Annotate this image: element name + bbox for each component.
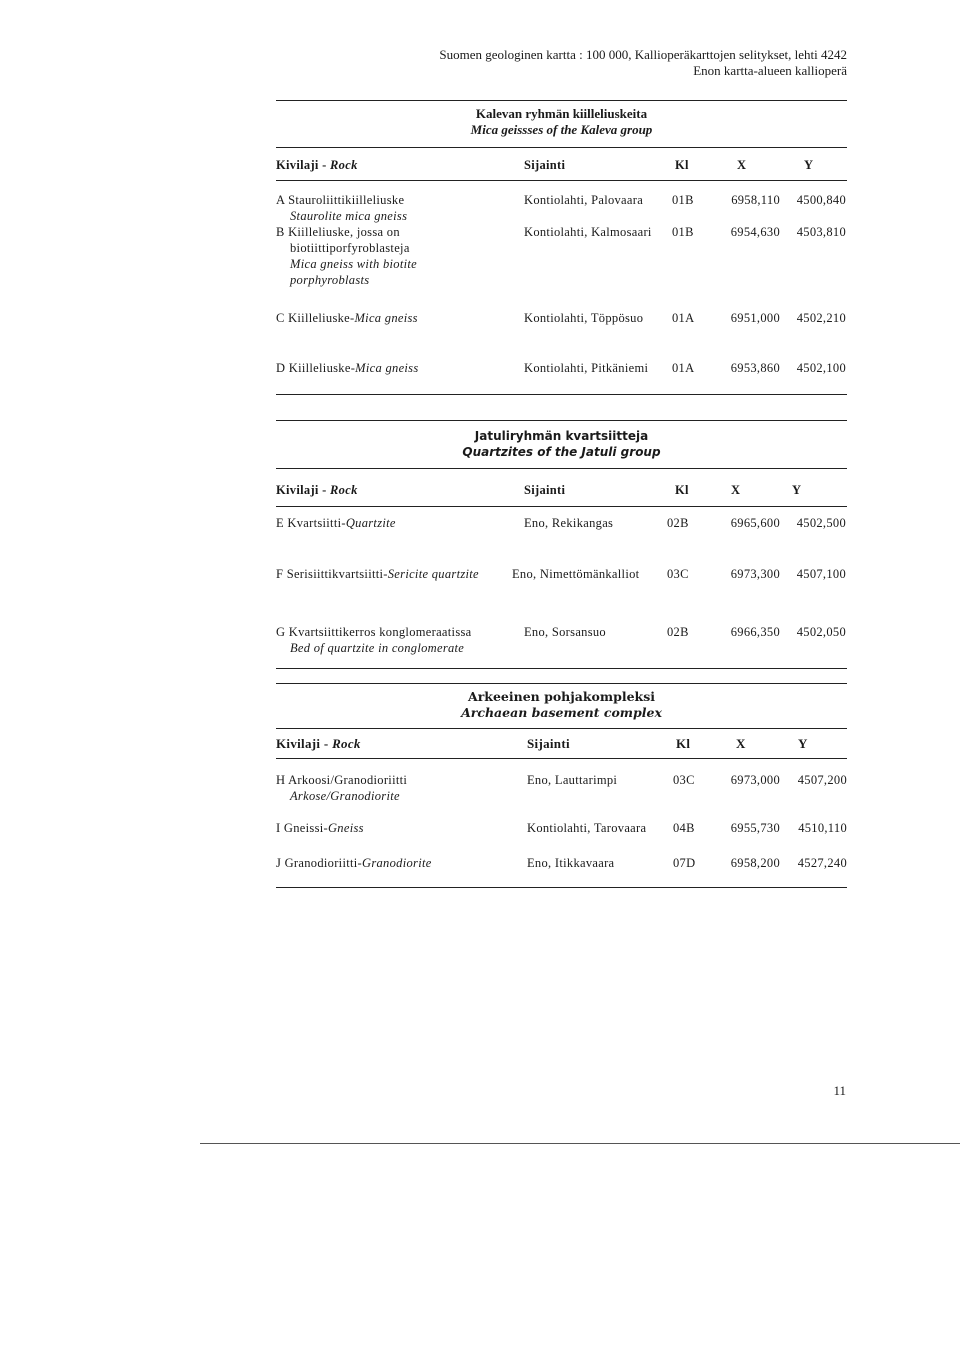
column-rock-header: Kivilaji - Rock <box>276 158 358 172</box>
row-rock: G Kvartsiittikerros konglomeraatissa <box>276 625 472 639</box>
section-1-top-rule <box>276 100 847 101</box>
row-rock-en: Mica gneiss with biotite <box>290 257 417 271</box>
row-location: Eno, Itikkavaara <box>527 856 615 870</box>
row-x: 6965,600 <box>730 516 780 530</box>
section-2-title-en: Quartzites of the Jatuli group <box>462 445 661 459</box>
row-y: 4527,240 <box>797 856 847 870</box>
column-rock-header: Kivilaji - Rock <box>276 483 358 497</box>
row-x: 6954,630 <box>730 225 780 239</box>
row-y: 4507,100 <box>796 567 846 581</box>
row-location: Eno, Sorsansuo <box>524 625 606 639</box>
column-location-header: Sijainti <box>524 483 566 497</box>
section-1-bottom-rule <box>276 394 847 395</box>
section-3-title-fi: Arkeeinen pohjakompleksi <box>468 689 655 704</box>
row-kl: 02B <box>667 516 689 530</box>
row-location: Kontiolahti, Pitkäniemi <box>524 361 649 375</box>
row-rock: J Granodioriitti-Granodiorite <box>276 856 432 870</box>
column-location-header: Sijainti <box>524 158 566 172</box>
section-2-title-fi: Jatuliryhmän kvartsiitteja <box>474 429 649 443</box>
row-rock-line-2: biotiittiporfyroblasteja <box>290 241 410 255</box>
column-kl-header: Kl <box>675 483 689 497</box>
row-location: Eno, Nimettömänkalliot <box>512 567 640 581</box>
column-y-header: Y <box>804 158 814 172</box>
row-x: 6955,730 <box>730 821 780 835</box>
section-3-header-rule <box>276 728 847 729</box>
row-location: Kontiolahti, Töppösuo <box>524 311 644 325</box>
column-kl-header: Kl <box>676 736 691 751</box>
row-kl: 03C <box>673 773 695 787</box>
row-rock: I Gneissi-Gneiss <box>276 821 364 835</box>
column-y-header: Y <box>792 483 802 497</box>
section-3-title <box>276 689 847 721</box>
row-rock-en: Bed of quartzite in conglomerate <box>290 641 465 655</box>
header-line-1: Suomen geologinen kartta : 100 000, Kallioperäkarttojen selitykset, lehti 4242 <box>439 47 847 62</box>
row-y: 4510,110 <box>798 821 847 835</box>
section-2-header-rule <box>276 468 847 469</box>
row-kl: 02B <box>667 625 689 639</box>
row-location: Eno, Lauttarimpi <box>527 773 618 787</box>
section-2-top-rule <box>276 420 847 421</box>
section-1-title-en: Mica geissses of the Kaleva group <box>470 122 653 137</box>
row-rock: H Arkoosi/Granodioriitti <box>276 773 408 787</box>
row-rock: D Kiilleliuske-Mica gneiss <box>276 361 419 375</box>
column-x-header: X <box>737 158 747 172</box>
section-3-title-en: Archaean basement complex <box>461 705 662 720</box>
row-y: 4500,840 <box>796 193 846 207</box>
page-number: 11 <box>833 1083 846 1098</box>
row-y: 4502,050 <box>796 625 846 639</box>
row-kl: 04B <box>673 821 695 835</box>
row-x: 6973,300 <box>730 567 780 581</box>
row-kl: 01B <box>672 193 694 207</box>
row-y: 4507,200 <box>797 773 847 787</box>
row-rock-en: Staurolite mica gneiss <box>290 209 408 223</box>
row-rock: C Kiilleliuske-Mica gneiss <box>276 311 418 325</box>
section-3-bottom-rule <box>276 887 847 888</box>
row-kl: 07D <box>673 856 696 870</box>
column-y-header: Y <box>798 736 808 751</box>
row-x: 6958,200 <box>730 856 780 870</box>
column-rock-header: Kivilaji - Rock <box>276 736 361 751</box>
row-kl: 01A <box>672 311 695 325</box>
column-x-header: X <box>731 483 741 497</box>
row-kl: 01B <box>672 225 694 239</box>
row-x: 6958,110 <box>731 193 780 207</box>
row-x: 6951,000 <box>730 311 780 325</box>
row-kl: 03C <box>667 567 689 581</box>
document-header <box>439 47 847 79</box>
row-y: 4502,500 <box>796 516 846 530</box>
row-kl: 01A <box>672 361 695 375</box>
row-location: Kontiolahti, Palovaara <box>524 193 644 207</box>
row-rock: E Kvartsiitti-Quartzite <box>276 516 396 530</box>
row-rock: F Serisiittikvartsiitti-Sericite quartzite <box>276 567 479 581</box>
column-x-header: X <box>736 736 746 751</box>
section-2-column-rule <box>276 506 847 507</box>
row-y: 4503,810 <box>796 225 846 239</box>
row-x: 6966,350 <box>730 625 780 639</box>
row-y: 4502,100 <box>796 361 846 375</box>
page-bottom-line <box>200 1143 960 1144</box>
row-location: Eno, Rekikangas <box>524 516 614 530</box>
section-2-title <box>276 428 847 460</box>
row-y: 4502,210 <box>796 311 846 325</box>
row-rock: B Kiilleliuske, jossa on <box>276 225 400 239</box>
header-line-2: Enon kartta-alueen kallioperä <box>693 63 847 78</box>
section-1-title-fi: Kalevan ryhmän kiilleliuskeita <box>475 106 648 121</box>
row-x: 6973,000 <box>730 773 780 787</box>
row-rock: A Stauroliittikiilleliuske <box>276 193 405 207</box>
section-1-column-rule <box>276 180 847 181</box>
row-location: Kontiolahti, Tarovaara <box>527 821 647 835</box>
row-rock-en-line-2: porphyroblasts <box>290 273 370 287</box>
section-1-header-rule <box>276 147 847 148</box>
column-kl-header: Kl <box>675 158 689 172</box>
section-1-title <box>276 106 847 138</box>
section-3-top-rule <box>276 683 847 684</box>
row-location: Kontiolahti, Kalmosaari <box>524 225 652 239</box>
column-location-header: Sijainti <box>527 736 570 751</box>
section-3-column-rule <box>276 758 847 759</box>
row-rock-en: Arkose/Granodiorite <box>290 789 400 803</box>
row-x: 6953,860 <box>730 361 780 375</box>
section-2-bottom-rule <box>276 668 847 669</box>
